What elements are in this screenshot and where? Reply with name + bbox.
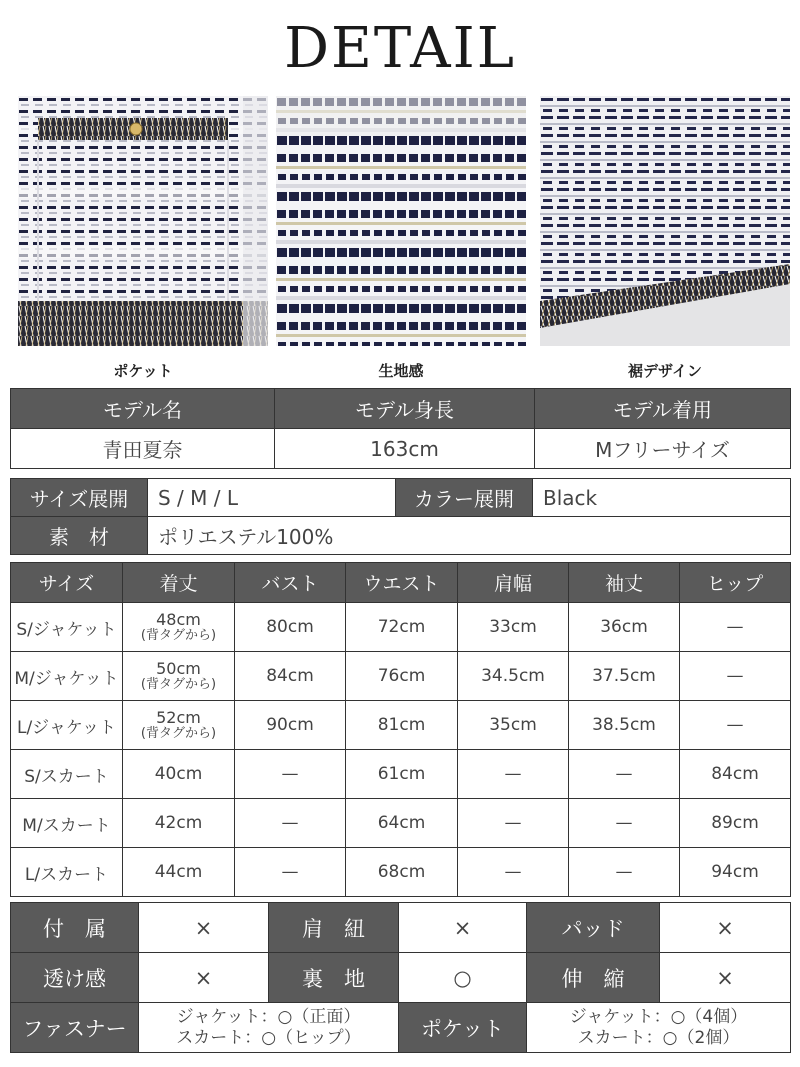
model-table [10,388,791,469]
fabric-caption: 生地感 [378,362,424,380]
length-cell: 40cm [123,750,235,799]
bust-cell: 84cm [235,652,346,701]
material-label: 素 材 [11,517,148,555]
table-row [11,848,791,897]
waist-cell: 61cm [346,750,458,799]
hem-detail-photo [540,96,790,346]
row-label: M/スカート [11,799,123,848]
stretch-value: × [660,953,791,1003]
size-range-label: サイズ展開 [11,479,148,517]
sheerness-label: 透け感 [11,953,139,1003]
hip-cell: — [680,652,791,701]
bust-cell: 80cm [235,603,346,652]
fastener-value: ジャケット：○（正面） スカート：○（ヒップ） [139,1003,399,1053]
waist-cell: 68cm [346,848,458,897]
size-header: サイズ [11,563,123,603]
table-row [11,652,791,701]
sleeve-cell: — [569,799,680,848]
sleeve-cell: 36cm [569,603,680,652]
stretch-label: 伸 縮 [527,953,660,1003]
waist-cell: 76cm [346,652,458,701]
row-label: L/ジャケット [11,701,123,750]
model-name-value: 青田夏奈 [11,429,275,469]
sleeve-cell: 38.5cm [569,701,680,750]
length-cell: 42cm [123,799,235,848]
accessory-value: × [139,903,269,953]
hem-caption: 裾デザイン [628,362,702,380]
table-row [11,750,791,799]
length-cell: 44cm [123,848,235,897]
page-title: DETAIL [284,16,516,81]
info-table [10,478,791,555]
length-cell: 50cm (背タグから) [123,652,235,701]
color-range-label: カラー展開 [396,479,533,517]
pad-label: パッド [527,903,660,953]
shoulder-strap-value: × [399,903,527,953]
shoulder-cell: — [458,750,569,799]
pocket-detail-photo [18,96,268,346]
row-label: S/ジャケット [11,603,123,652]
waist-cell: 64cm [346,799,458,848]
length-cell: 48cm (背タグから) [123,603,235,652]
hip-cell: — [680,701,791,750]
shoulder-cell: 35cm [458,701,569,750]
fabric-detail-photo [276,96,526,346]
pocket-value: ジャケット：○（4個） スカート：○（2個） [527,1003,791,1053]
fastener-label: ファスナー [11,1003,139,1053]
waist-cell: 81cm [346,701,458,750]
row-label: L/スカート [11,848,123,897]
hip-header: ヒップ [680,563,791,603]
shoulder-cell: — [458,848,569,897]
lining-value: ○ [399,953,527,1003]
shoulder-cell: — [458,799,569,848]
pocket-caption: ポケット [113,362,173,380]
sheerness-value: × [139,953,269,1003]
bust-cell: — [235,799,346,848]
length-header: 着丈 [123,563,235,603]
accessory-label: 付 属 [11,903,139,953]
shoulder-cell: 33cm [458,603,569,652]
color-range-value: Black [533,479,791,517]
model-size-header: モデル着用 [535,389,791,429]
hip-cell: 94cm [680,848,791,897]
lining-label: 裏 地 [269,953,399,1003]
hip-cell: 89cm [680,799,791,848]
table-row [11,701,791,750]
shoulder-header: 肩幅 [458,563,569,603]
model-height-header: モデル身長 [275,389,535,429]
size-chart-table [10,562,791,897]
bust-cell: 90cm [235,701,346,750]
waist-header: ウエスト [346,563,458,603]
row-label: S/スカート [11,750,123,799]
shoulder-cell: 34.5cm [458,652,569,701]
bust-cell: — [235,750,346,799]
sleeve-cell: — [569,750,680,799]
size-range-value: S / M / L [148,479,396,517]
model-size-value: Mフリーサイズ [535,429,791,469]
table-row [11,799,791,848]
feature-table [10,902,791,1053]
pocket-label: ポケット [399,1003,527,1053]
hip-cell: — [680,603,791,652]
sleeve-cell: 37.5cm [569,652,680,701]
row-label: M/ジャケット [11,652,123,701]
bust-header: バスト [235,563,346,603]
shoulder-strap-label: 肩 紐 [269,903,399,953]
pad-value: × [660,903,791,953]
bust-cell: — [235,848,346,897]
table-row [11,603,791,652]
model-height-value: 163cm [275,429,535,469]
sleeve-header: 袖丈 [569,563,680,603]
sleeve-cell: — [569,848,680,897]
hip-cell: 84cm [680,750,791,799]
length-cell: 52cm (背タグから) [123,701,235,750]
material-value: ポリエステル100% [148,517,791,555]
waist-cell: 72cm [346,603,458,652]
model-name-header: モデル名 [11,389,275,429]
